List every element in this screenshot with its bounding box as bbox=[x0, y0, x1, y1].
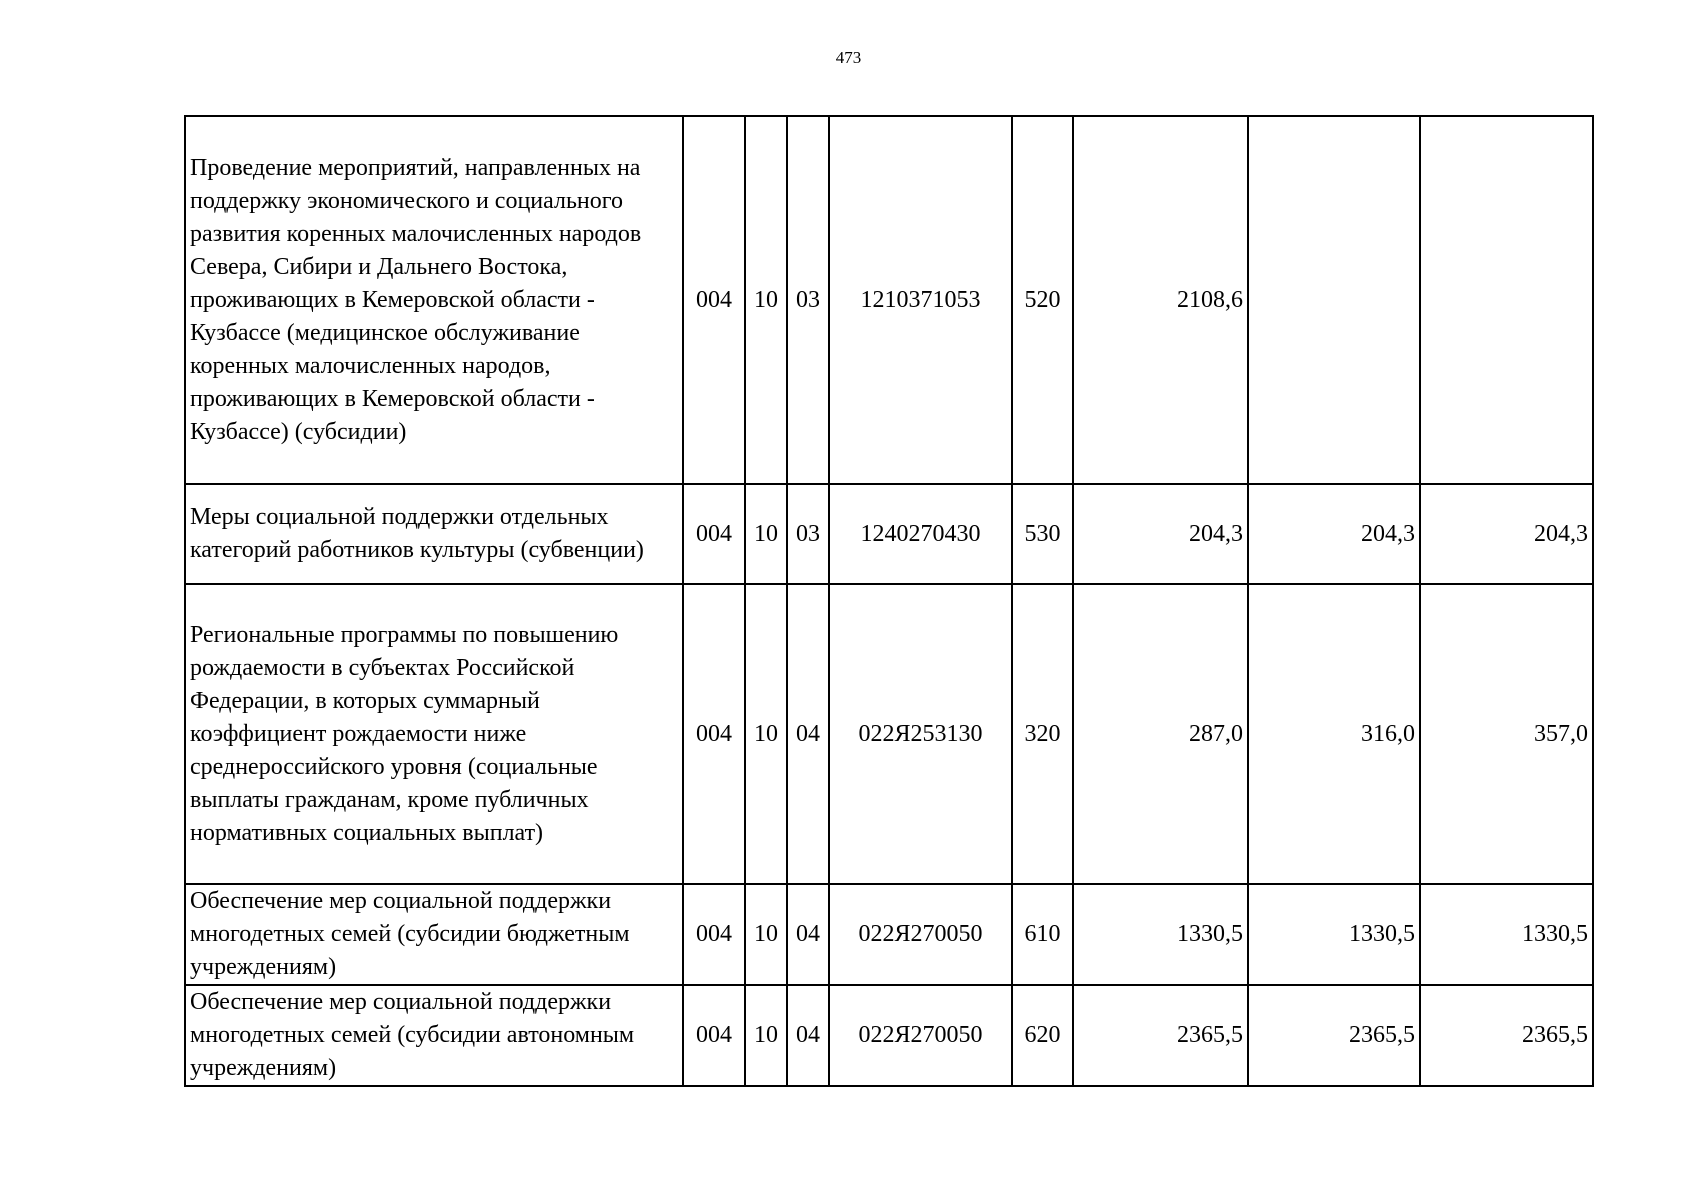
table-row bbox=[185, 484, 1593, 584]
row-description: Меры социальной поддержки отдельных категорий работников культуры (субвенции) bbox=[185, 484, 683, 584]
amount-2: 1330,5 bbox=[1248, 884, 1420, 985]
target-article-code: 1210371053 bbox=[829, 116, 1012, 484]
subsection-code: 03 bbox=[787, 116, 829, 484]
target-article-code: 1240270430 bbox=[829, 484, 1012, 584]
expense-type-code: 320 bbox=[1012, 584, 1073, 884]
row-description: Проведение мероприятий, направленных на поддержку экономического и социального развития коренных малочисленных народов Севера, Сибири и Дальнего Востока, проживающих в Кемеровской области - Кузбассе (медицинское обслуживание коренных малочисленных народов, проживающих в Кемеровской области - Кузбассе) (субсидии) bbox=[185, 116, 683, 484]
amount-3: 1330,5 bbox=[1420, 884, 1593, 985]
amount-3: 2365,5 bbox=[1420, 985, 1593, 1086]
budget-table bbox=[184, 115, 1594, 1087]
ministry-code: 004 bbox=[683, 116, 745, 484]
section-code: 10 bbox=[745, 484, 787, 584]
amount-2: 204,3 bbox=[1248, 484, 1420, 584]
amount-1: 2108,6 bbox=[1073, 116, 1248, 484]
table-row bbox=[185, 116, 1593, 484]
amount-1: 2365,5 bbox=[1073, 985, 1248, 1086]
row-description: Обеспечение мер социальной поддержки многодетных семей (субсидии автономным учреждениям) bbox=[185, 985, 683, 1086]
amount-2: 316,0 bbox=[1248, 584, 1420, 884]
amount-1: 287,0 bbox=[1073, 584, 1248, 884]
ministry-code: 004 bbox=[683, 985, 745, 1086]
amount-3 bbox=[1420, 116, 1593, 484]
expense-type-code: 620 bbox=[1012, 985, 1073, 1086]
row-description: Обеспечение мер социальной поддержки многодетных семей (субсидии бюджетным учреждениям) bbox=[185, 884, 683, 985]
section-code: 10 bbox=[745, 116, 787, 484]
ministry-code: 004 bbox=[683, 584, 745, 884]
table-row bbox=[185, 584, 1593, 884]
table-row bbox=[185, 884, 1593, 985]
target-article-code: 022Я253130 bbox=[829, 584, 1012, 884]
amount-1: 204,3 bbox=[1073, 484, 1248, 584]
section-code: 10 bbox=[745, 884, 787, 985]
expense-type-code: 610 bbox=[1012, 884, 1073, 985]
section-code: 10 bbox=[745, 985, 787, 1086]
subsection-code: 04 bbox=[787, 584, 829, 884]
subsection-code: 03 bbox=[787, 484, 829, 584]
expense-type-code: 520 bbox=[1012, 116, 1073, 484]
ministry-code: 004 bbox=[683, 884, 745, 985]
target-article-code: 022Я270050 bbox=[829, 985, 1012, 1086]
table-row bbox=[185, 985, 1593, 1086]
amount-2 bbox=[1248, 116, 1420, 484]
section-code: 10 bbox=[745, 584, 787, 884]
amount-3: 204,3 bbox=[1420, 484, 1593, 584]
amount-2: 2365,5 bbox=[1248, 985, 1420, 1086]
subsection-code: 04 bbox=[787, 884, 829, 985]
row-description: Региональные программы по повышению рождаемости в субъектах Российской Федерации, в которых суммарный коэффициент рождаемости ниже среднероссийского уровня (социальные выплаты гражданам, кроме публичных нормативных социальных выплат) bbox=[185, 584, 683, 884]
ministry-code: 004 bbox=[683, 484, 745, 584]
amount-3: 357,0 bbox=[1420, 584, 1593, 884]
target-article-code: 022Я270050 bbox=[829, 884, 1012, 985]
expense-type-code: 530 bbox=[1012, 484, 1073, 584]
subsection-code: 04 bbox=[787, 985, 829, 1086]
amount-1: 1330,5 bbox=[1073, 884, 1248, 985]
page-number: 473 bbox=[835, 48, 862, 67]
